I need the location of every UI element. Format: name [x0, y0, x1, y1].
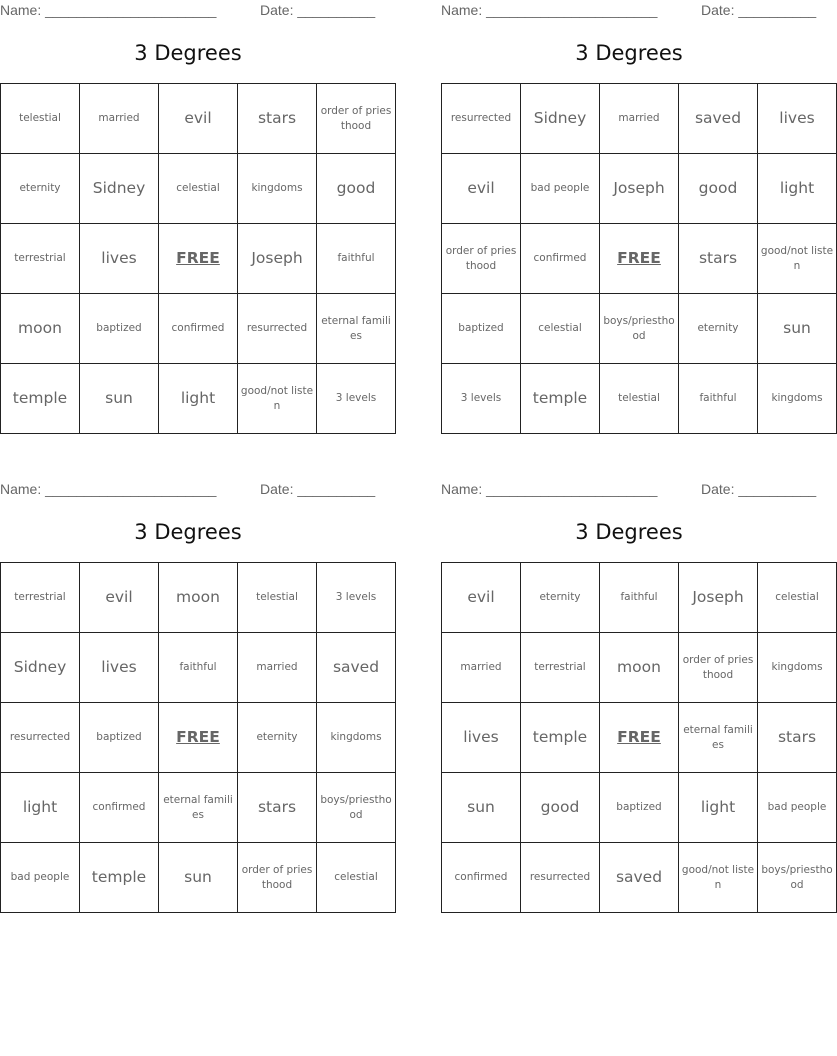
free-space-cell: FREE [159, 224, 238, 294]
bingo-cell: celestial [317, 843, 396, 913]
bingo-cell: married [238, 633, 317, 703]
bingo-cell: terrestrial [1, 224, 80, 294]
free-space-cell: FREE [600, 703, 679, 773]
bingo-grid [441, 83, 837, 434]
bingo-cell: eternity [679, 294, 758, 364]
bingo-cell: good/not listen [679, 843, 758, 913]
bingo-cell: kingdoms [758, 364, 837, 434]
bingo-cell: light [159, 364, 238, 434]
bingo-row [442, 154, 837, 224]
card-title: 3 Degrees [575, 520, 683, 544]
bingo-row [442, 843, 837, 913]
bingo-cell: 3 levels [442, 364, 521, 434]
bingo-row [1, 294, 396, 364]
bingo-cell: faithful [679, 364, 758, 434]
bingo-cell: saved [679, 84, 758, 154]
bingo-cell: confirmed [442, 843, 521, 913]
bingo-cell: good [521, 773, 600, 843]
name-date-row [441, 2, 817, 20]
bingo-cell: kingdoms [238, 154, 317, 224]
bingo-cell: baptized [600, 773, 679, 843]
bingo-cell: Sidney [1, 633, 80, 703]
bingo-row [1, 364, 396, 434]
bingo-cell: bad people [758, 773, 837, 843]
bingo-cell: Joseph [238, 224, 317, 294]
bingo-cell: eternal families [159, 773, 238, 843]
bingo-cell: good/not listen [758, 224, 837, 294]
name-date-row [441, 481, 817, 499]
date-field[interactable]: Date: __________ [701, 481, 817, 497]
bingo-cell: boys/priesthood [317, 773, 396, 843]
bingo-row [442, 703, 837, 773]
bingo-cell: Sidney [80, 154, 159, 224]
bingo-grid [441, 562, 837, 913]
bingo-cell: order of priesthood [238, 843, 317, 913]
bingo-cell: temple [521, 703, 600, 773]
bingo-cell: telestial [600, 364, 679, 434]
name-field[interactable]: Name: ______________________ [441, 2, 658, 18]
bingo-cell: telestial [1, 84, 80, 154]
bingo-card [441, 0, 834, 440]
bingo-cell: boys/priesthood [600, 294, 679, 364]
bingo-cell: saved [317, 633, 396, 703]
bingo-cell: light [758, 154, 837, 224]
bingo-row [1, 773, 396, 843]
bingo-cell: terrestrial [521, 633, 600, 703]
bingo-cell: kingdoms [758, 633, 837, 703]
bingo-row [1, 154, 396, 224]
bingo-cell: temple [1, 364, 80, 434]
bingo-cell: evil [442, 563, 521, 633]
bingo-cell: moon [600, 633, 679, 703]
bingo-cell: sun [442, 773, 521, 843]
bingo-cell: 3 levels [317, 364, 396, 434]
free-space-cell: FREE [159, 703, 238, 773]
bingo-cell: 3 levels [317, 563, 396, 633]
bingo-cell: moon [159, 563, 238, 633]
bingo-cell: bad people [521, 154, 600, 224]
bingo-cell: married [80, 84, 159, 154]
bingo-grid [0, 83, 396, 434]
bingo-cell: sun [159, 843, 238, 913]
date-field[interactable]: Date: __________ [260, 481, 376, 497]
bingo-card [0, 479, 392, 919]
bingo-cell: eternal families [679, 703, 758, 773]
bingo-cell: faithful [159, 633, 238, 703]
bingo-row [442, 224, 837, 294]
bingo-row [1, 563, 396, 633]
bingo-cell: kingdoms [317, 703, 396, 773]
bingo-cell: celestial [521, 294, 600, 364]
bingo-cell: temple [521, 364, 600, 434]
bingo-cell: stars [679, 224, 758, 294]
bingo-cell: sun [80, 364, 159, 434]
bingo-cell: bad people [1, 843, 80, 913]
bingo-cell: stars [758, 703, 837, 773]
bingo-cell: good [679, 154, 758, 224]
bingo-grid [0, 562, 396, 913]
name-field[interactable]: Name: ______________________ [441, 481, 658, 497]
bingo-cell: boys/priesthood [758, 843, 837, 913]
name-date-row [0, 481, 376, 499]
bingo-cell: eternity [1, 154, 80, 224]
bingo-row [442, 633, 837, 703]
bingo-cell: confirmed [159, 294, 238, 364]
bingo-cell: evil [442, 154, 521, 224]
bingo-cell: confirmed [80, 773, 159, 843]
bingo-cell: faithful [600, 563, 679, 633]
bingo-cell: baptized [442, 294, 521, 364]
bingo-row [1, 843, 396, 913]
bingo-cell: telestial [238, 563, 317, 633]
bingo-cell: resurrected [521, 843, 600, 913]
bingo-cell: eternity [238, 703, 317, 773]
bingo-cell: baptized [80, 294, 159, 364]
bingo-row [442, 773, 837, 843]
bingo-cell: eternal families [317, 294, 396, 364]
bingo-cell: order of priesthood [679, 633, 758, 703]
free-space-cell: FREE [600, 224, 679, 294]
bingo-row [1, 703, 396, 773]
bingo-cell: celestial [159, 154, 238, 224]
bingo-row [442, 84, 837, 154]
name-field[interactable]: Name: ______________________ [0, 481, 217, 497]
bingo-cell: good [317, 154, 396, 224]
bingo-cell: faithful [317, 224, 396, 294]
bingo-cell: stars [238, 773, 317, 843]
bingo-cell: baptized [80, 703, 159, 773]
bingo-cell: sun [758, 294, 837, 364]
card-title: 3 Degrees [134, 41, 242, 65]
bingo-cell: married [442, 633, 521, 703]
bingo-row [1, 633, 396, 703]
bingo-cell: resurrected [1, 703, 80, 773]
bingo-cell: Joseph [600, 154, 679, 224]
bingo-cell: moon [1, 294, 80, 364]
bingo-cell: order of priesthood [317, 84, 396, 154]
bingo-cell: evil [80, 563, 159, 633]
name-date-row [0, 2, 376, 20]
card-title: 3 Degrees [134, 520, 242, 544]
bingo-cell: saved [600, 843, 679, 913]
bingo-cell: celestial [758, 563, 837, 633]
bingo-row [442, 294, 837, 364]
bingo-cell: Joseph [679, 563, 758, 633]
bingo-cell: temple [80, 843, 159, 913]
bingo-cell: lives [442, 703, 521, 773]
bingo-cell: stars [238, 84, 317, 154]
bingo-row [1, 224, 396, 294]
bingo-cell: evil [159, 84, 238, 154]
card-title: 3 Degrees [575, 41, 683, 65]
bingo-cell: light [1, 773, 80, 843]
bingo-cell: confirmed [521, 224, 600, 294]
bingo-cell: lives [80, 224, 159, 294]
bingo-cell: Sidney [521, 84, 600, 154]
bingo-cell: eternity [521, 563, 600, 633]
bingo-cell: terrestrial [1, 563, 80, 633]
bingo-card [441, 479, 833, 919]
bingo-cell: resurrected [442, 84, 521, 154]
bingo-card [0, 0, 392, 440]
bingo-cell: resurrected [238, 294, 317, 364]
bingo-cell: married [600, 84, 679, 154]
bingo-row [442, 364, 837, 434]
date-field[interactable]: Date: __________ [260, 2, 376, 18]
name-field[interactable]: Name: ______________________ [0, 2, 217, 18]
bingo-cell: lives [758, 84, 837, 154]
date-field[interactable]: Date: __________ [701, 2, 817, 18]
bingo-cell: good/not listen [238, 364, 317, 434]
bingo-cell: light [679, 773, 758, 843]
bingo-cell: lives [80, 633, 159, 703]
bingo-cell: order of priesthood [442, 224, 521, 294]
bingo-row [442, 563, 837, 633]
bingo-row [1, 84, 396, 154]
